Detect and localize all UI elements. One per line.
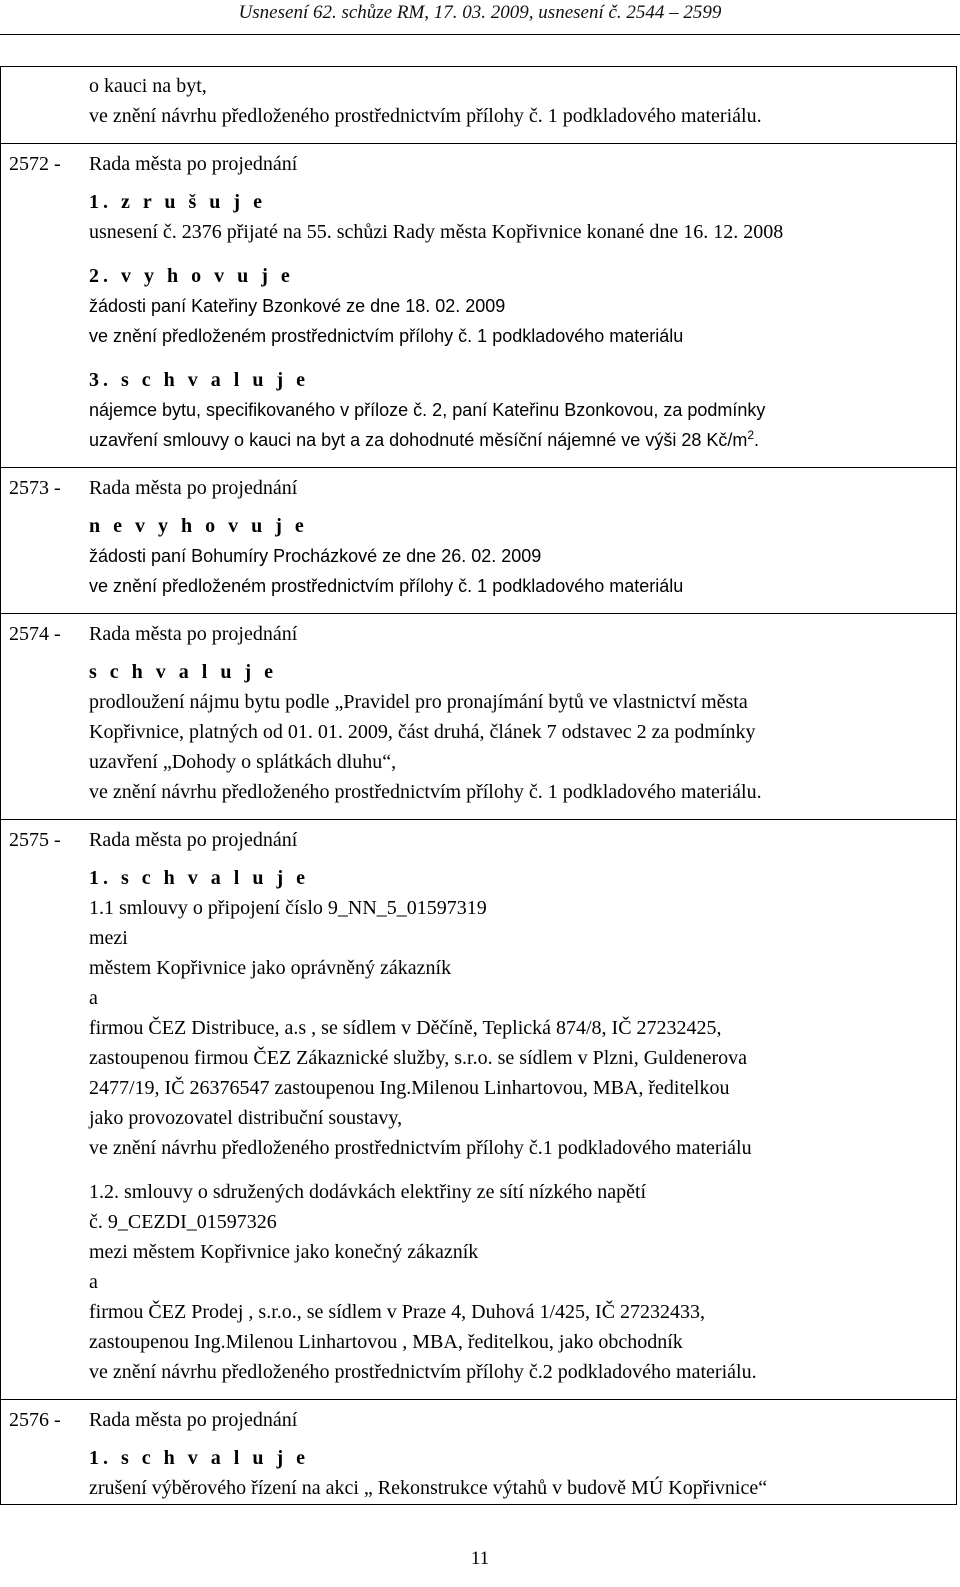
text-line: a [89, 1271, 98, 1293]
text-line: žádosti paní Kateřiny Bzonkové ze dne 18. 02. 2009 [89, 296, 506, 316]
text-line: prodloužení nájmu bytu podle „Pravidel pro pronajímání bytů ve vlastnictví města [89, 691, 748, 713]
row-continuation [1, 67, 956, 144]
row-2576 [1, 1400, 956, 1516]
text-line: Kopřivnice, platných od 01. 01. 2009, část druhá, článek 7 odstavec 2 za podmínky [89, 721, 756, 743]
text-line: ve znění návrhu předloženého prostřednictvím přílohy č. 1 podkladového materiálu. [89, 105, 762, 127]
resolution-verb: 1. s c h v a l u j e [89, 1447, 309, 1469]
resolution-verb: 3. s c h v a l u j e [89, 369, 309, 391]
text-line: č. 9_CEZDI_01597326 [89, 1211, 277, 1233]
text-line: usnesení č. 2376 přijaté na 55. schůzi Rady města Kopřivnice konané dne 16. 12. 2008 [89, 221, 784, 243]
text-line: a [89, 987, 98, 1009]
text-line: žádosti paní Bohumíry Procházkové ze dne 26. 02. 2009 [89, 546, 542, 566]
superscript: 2 [747, 428, 755, 442]
text-line: o kauci na byt, [89, 75, 207, 97]
text-line: ve znění návrhu předloženého prostřednictvím přílohy č.2 podkladového materiálu. [89, 1361, 757, 1383]
text-line: firmou ČEZ Prodej , s.r.o., se sídlem v Praze 4, Duhová 1/425, IČ 27232433, [89, 1301, 706, 1323]
text-line: zastoupenou firmou ČEZ Zákaznické služby, s.r.o. se sídlem v Plzni, Guldenerova [89, 1047, 747, 1069]
text-line: 2477/19, IČ 26376547 zastoupenou Ing.Milenou Linhartovou, MBA, ředitelkou [89, 1077, 730, 1099]
resolution-verb: n e v y h o v u j e [89, 515, 308, 537]
council-intro: Rada města po projednání [89, 623, 298, 645]
row-2572 [1, 144, 956, 468]
text-line: 1.1 smlouvy o připojení číslo 9_NN_5_01597319 [89, 897, 487, 919]
text-line: zastoupenou Ing.Milenou Linhartovou , MBA, ředitelkou, jako obchodník [89, 1331, 683, 1353]
row-2573 [1, 468, 956, 614]
page-header: Usnesení 62. schůze RM, 17. 03. 2009, usnesení č. 2544 – 2599 [238, 2, 722, 23]
council-intro: Rada města po projednání [89, 477, 298, 499]
text-line: mezi [89, 927, 128, 949]
resolution-number: 2575 - [1, 820, 89, 1400]
page-number: 11 [470, 1548, 490, 1569]
text-line: 1.2. smlouvy o sdružených dodávkách elektřiny ze sítí nízkého napětí [89, 1181, 647, 1203]
text-line: ve znění návrhu předloženého prostřednictvím přílohy č. 1 podkladového materiálu. [89, 781, 762, 803]
text-line: ve znění předloženém prostřednictvím přílohy č. 1 podkladového materiálu [89, 326, 684, 346]
resolution-number [1, 67, 89, 144]
row-2575 [1, 820, 956, 1400]
resolution-number: 2574 - [1, 614, 89, 820]
row-2574 [1, 614, 956, 820]
council-intro: Rada města po projednání [89, 829, 298, 851]
resolution-verb: 1. s c h v a l u j e [89, 867, 309, 889]
text-line: ve znění předloženém prostřednictvím přílohy č. 1 podkladového materiálu [89, 576, 684, 596]
resolution-verb: s c h v a l u j e [89, 661, 277, 683]
text-line: firmou ČEZ Distribuce, a.s , se sídlem v Děčíně, Teplická 874/8, IČ 27232425, [89, 1017, 722, 1039]
council-intro: Rada města po projednání [89, 153, 298, 175]
header-rule [0, 34, 960, 35]
resolution-verb: 1. z r u š u j e [89, 191, 266, 213]
text-line: ve znění návrhu předloženého prostřednictvím přílohy č.1 podkladového materiálu [89, 1137, 752, 1159]
resolution-number: 2573 - [1, 468, 89, 614]
text-line: městem Kopřivnice jako oprávněný zákazník [89, 957, 452, 979]
resolution-number: 2576 - [1, 1400, 89, 1516]
text-line: jako provozovatel distribuční soustavy, [89, 1107, 403, 1129]
text-line: nájemce bytu, specifikovaného v příloze č. 2, paní Kateřinu Bzonkovou, za podmínky [89, 400, 766, 420]
text-line: uzavření „Dohody o splátkách dluhu“, [89, 751, 397, 773]
text-part: . [754, 430, 760, 450]
text-part: uzavření smlouvy o kauci na byt a za dohodnuté měsíční nájemné ve výši 28 Kč/m [89, 430, 748, 450]
text-line: mezi městem Kopřivnice jako konečný zákazník [89, 1241, 479, 1263]
council-intro: Rada města po projednání [89, 1409, 298, 1431]
text-line [89, 425, 950, 455]
text-line: zrušení výběrového řízení na akci „ Rekonstrukce výtahů v budově MÚ Kopřivnice“ [89, 1477, 768, 1499]
resolution-number: 2572 - [1, 144, 89, 468]
resolution-verb: 2. v y h o v u j e [89, 265, 294, 287]
resolutions-table [0, 66, 957, 1505]
